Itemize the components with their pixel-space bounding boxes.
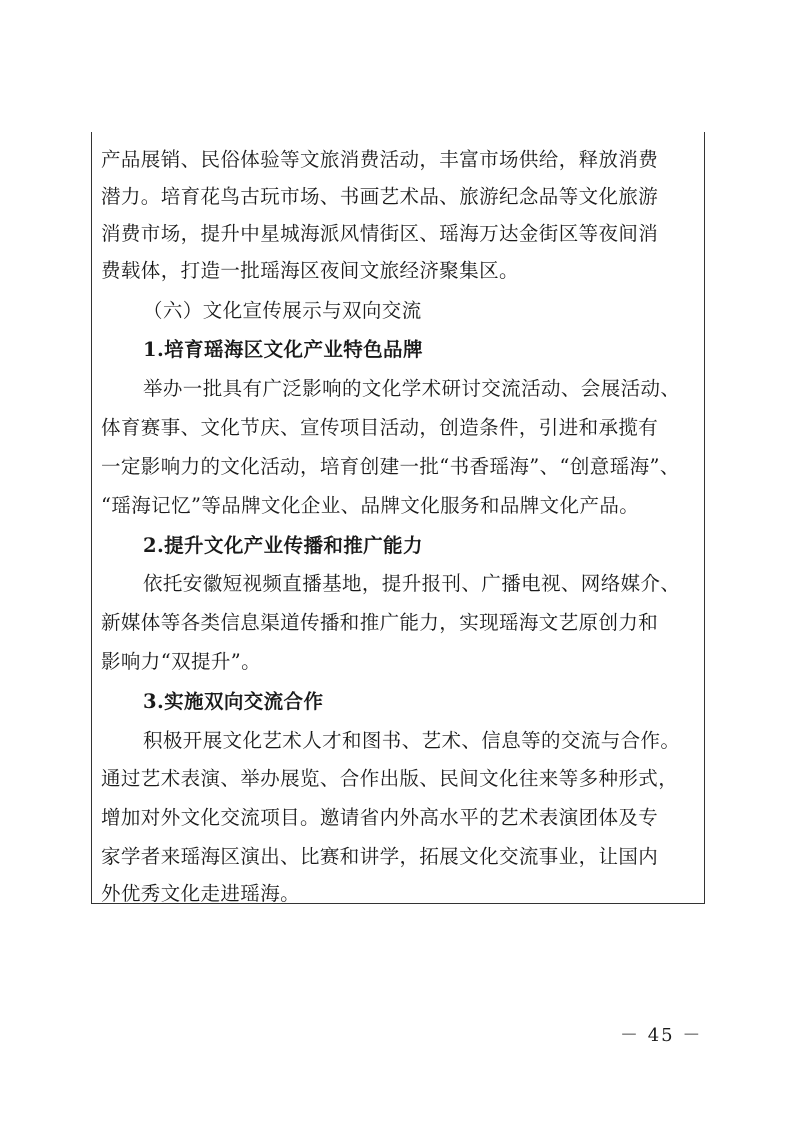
- paragraph-line: 依托安徽短视频直播基地，提升报刊、广播电视、网络媒介、: [143, 572, 681, 595]
- paragraph-line: 费载体，打造一批瑶海区夜间文旅经济聚集区。: [101, 259, 519, 282]
- paragraph-line: 一定影响力的文化活动，培育创建一批“书香瑶海”、“创意瑶海”、: [101, 455, 680, 478]
- subsection-heading: 3.实施双向交流合作: [143, 690, 324, 713]
- paragraph-line: 举办一批具有广泛影响的文化学术研讨交流活动、会展活动、: [143, 377, 681, 400]
- section-heading: （六）文化宣传展示与双向交流: [143, 299, 422, 322]
- subsection-heading: 2.提升文化产业传播和推广能力: [143, 534, 423, 557]
- paragraph-line: 潜力。培育花鸟古玩市场、书画艺术品、旅游纪念品等文化旅游: [101, 185, 659, 208]
- paragraph-line: 通过艺术表演、举办展览、合作出版、民间文化往来等多种形式，: [101, 767, 679, 790]
- paragraph-line: 新媒体等各类信息渠道传播和推广能力，实现瑶海文艺原创力和: [101, 611, 659, 634]
- paragraph-line: 外优秀文化走进瑶海。: [101, 882, 301, 905]
- paragraph-line: 影响力“双提升”。: [101, 650, 262, 673]
- paragraph-line: 体育赛事、文化节庆、宣传项目活动，创造条件，引进和承揽有: [101, 416, 659, 439]
- paragraph-line: 消费市场，提升中星城海派风情街区、瑶海万达金街区等夜间消: [101, 222, 659, 245]
- page-number: － 45 －: [620, 1025, 703, 1046]
- paragraph-line: 家学者来瑶海区演出、比赛和讲学，拓展文化交流事业，让国内: [101, 845, 659, 868]
- paragraph-line: 产品展销、民俗体验等文旅消费活动，丰富市场供给，释放消费: [101, 148, 659, 171]
- paragraph-line: “瑶海记忆”等品牌文化企业、品牌文化服务和品牌文化产品。: [101, 494, 640, 517]
- paragraph-line: 增加对外文化交流项目。邀请省内外高水平的艺术表演团体及专: [101, 806, 659, 829]
- subsection-heading: 1.培育瑶海区文化产业特色品牌: [143, 338, 423, 361]
- paragraph-line: 积极开展文化艺术人才和图书、艺术、信息等的交流与合作。: [143, 729, 681, 752]
